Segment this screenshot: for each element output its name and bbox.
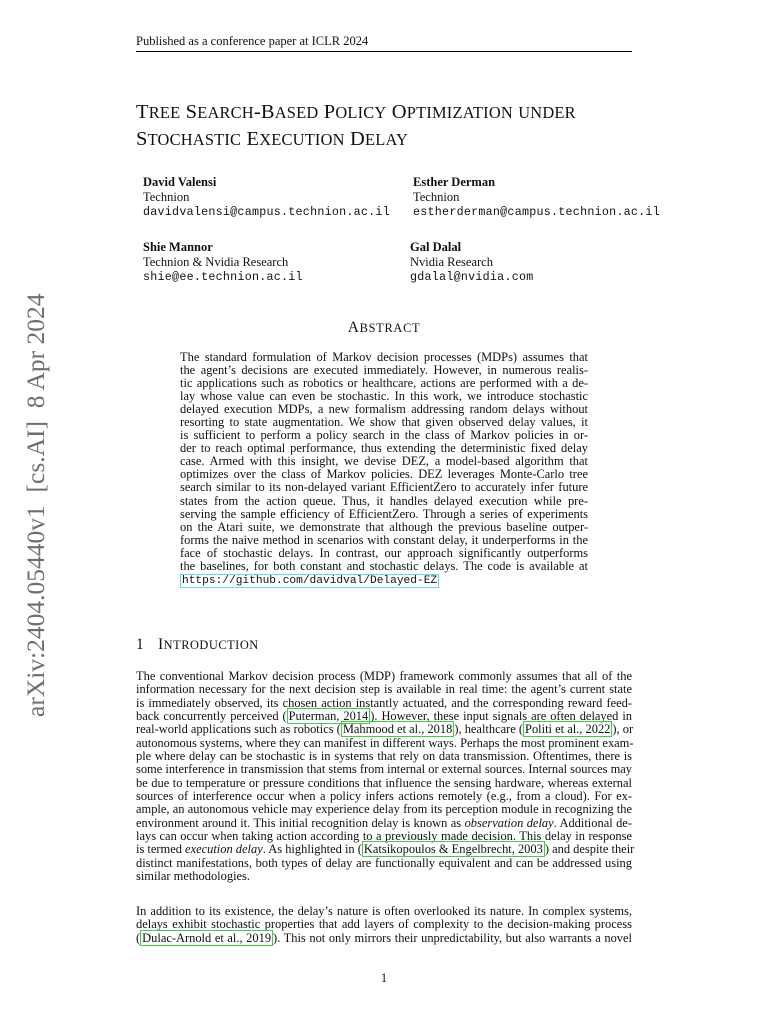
abstract-line: lay whose value can even be stochastic. In this work, we introduce stochastic — [180, 389, 588, 404]
paragraph-line: similar methodologies. — [136, 869, 250, 884]
author-email[interactable]: estherderman@campus.technion.ac.il — [413, 205, 660, 219]
header-rule — [136, 51, 632, 52]
author-affiliation: Technion & Nvidia Research — [143, 255, 289, 269]
arxiv-sidebar — [2, 0, 62, 1024]
intro-paragraph-1 — [136, 669, 635, 884]
code-url-link[interactable]: https://github.com/davidval/Delayed-EZ — [182, 574, 438, 587]
abstract-line: optimizes over the class of Markov policies. DEZ leverages Monte-Carlo tree — [180, 467, 588, 482]
line-text: ), healthcare ( — [454, 722, 524, 737]
abstract-body — [180, 351, 588, 588]
paragraph-line: delays exhibit stochastic properties that add layers of complexity to the decision-making process — [136, 917, 632, 932]
citation-link[interactable]: Puterman, 2014 — [288, 709, 369, 724]
paragraph-line: In addition to its existence, the delay’s nature is often overlooked its nature. In complex systems, — [136, 904, 632, 918]
paragraph-line — [136, 723, 632, 736]
author-block — [410, 240, 533, 285]
paragraph-line — [136, 932, 632, 945]
abstract-line: serving the sample efficiency of EfficientZero. Through a series of experiments — [180, 506, 588, 521]
abstract-line: the agent’s decisions are executed immediately. However, in numerous realis- — [180, 363, 588, 378]
line-text: . Additional de- — [553, 815, 632, 830]
author-name: Shie Mannor — [143, 240, 213, 254]
paragraph-line: distinct manifestations, both types of delay are functionally equivalent and can be addressed using — [136, 855, 632, 870]
author-email[interactable]: davidvalensi@campus.technion.ac.il — [143, 205, 390, 219]
paragraph-line: be due to temperature or pressure conditions that influence the sensing hardware, whereas external — [136, 775, 632, 790]
author-affiliation: Technion — [143, 190, 190, 204]
author-block — [143, 240, 303, 285]
author-name: Gal Dalal — [410, 240, 462, 254]
author-name: David Valensi — [143, 175, 217, 189]
author-email[interactable]: shie@ee.technion.ac.il — [143, 270, 303, 284]
abstract-line: on the Atari suite, we demonstrate that although the previous baseline outper- — [180, 519, 588, 534]
line-text: ). However, these input signals are often delayed in — [370, 709, 633, 724]
paragraph-line: ample, an autonomous vehicle may experience delay from its perception module in recognizing the — [136, 802, 632, 817]
line-text: . As highlighted in ( — [262, 842, 362, 857]
line-text: ) and despite their — [544, 842, 635, 857]
page-number: 1 — [380, 971, 388, 985]
running-header: Published as a conference paper at ICLR 2024 — [136, 34, 369, 48]
line-text: back concurrently perceived ( — [136, 709, 287, 724]
section-number: 1 — [136, 636, 145, 653]
author-block — [143, 175, 390, 220]
emphasis-term: observation delay — [464, 815, 554, 830]
citation-link[interactable]: Katsikopoulos & Engelbrecht, 2003 — [363, 842, 543, 857]
section-title: INTRODUCTION — [158, 636, 259, 653]
abstract-line: The standard formulation of Markov decision processes (MDPs) assumes that — [180, 350, 588, 364]
paragraph-line: ple where delay can be stochastic is in systems that rely on data transmission. Oftentimes, there is — [136, 749, 632, 764]
citation-link[interactable]: Mahmood et al., 2018 — [342, 722, 453, 737]
line-text: ). This not only mirrors their unpredictability, but also warrants a novel — [273, 930, 633, 945]
paragraph-line: sources of interference occur when a policy infers actions remotely (e.g., from a cloud). For ex- — [136, 789, 632, 804]
citation-link[interactable]: Politi et al., 2022 — [525, 722, 611, 737]
line-text: environment around it. This initial recognition delay is known as — [136, 815, 465, 830]
author-block — [413, 175, 660, 220]
author-email[interactable]: gdalal@nvidia.com — [410, 270, 534, 284]
line-text: ( — [136, 930, 141, 945]
abstract-line: tic applications such as robotics or healthcare, actions are performed with a de- — [180, 376, 588, 391]
abstract-line: search similar to its non-delayed variant EfficientZero to accurately infer future — [180, 480, 588, 495]
author-affiliation: Nvidia Research — [410, 255, 493, 269]
abstract-line: der to reach optimal performance, thus extending the deterministic fixed delay — [180, 441, 588, 456]
paragraph-line: is immediately observed, its chosen action instantly actuated, and the corresponding reward feed- — [136, 695, 632, 710]
paragraph-line: The conventional Markov decision process (MDP) framework commonly assumes that all of the — [136, 669, 632, 683]
author-affiliation: Technion — [413, 190, 460, 204]
abstract-heading-text: ABSTRACT — [347, 319, 421, 336]
abstract-line: delayed execution MDPs, a new formalism addressing random delays without — [180, 402, 588, 417]
paragraph-line: information necessary for the next decision step is available in real time: the agent’s current state — [136, 682, 632, 697]
abstract-heading — [136, 319, 632, 337]
arxiv-identifier[interactable]: arXiv:2404.05440v1 [cs.AI] 8 Apr 2024 — [21, 293, 50, 717]
line-text: is termed — [136, 842, 186, 857]
citation-link[interactable]: Dulac-Arnold et al., 2019 — [142, 930, 272, 945]
line-text: real-world applications such as robotics ( — [136, 722, 341, 737]
abstract-line: the baselines, for both constant and stochastic delays. The code is available at — [180, 558, 588, 573]
emphasis-term: execution delay — [185, 842, 263, 857]
section-heading — [136, 636, 632, 654]
abstract-line: forms the naive method in scenarios with constant delay, it underperforms in the — [180, 532, 588, 547]
paragraph-line: some interference in transmission that stems from internal or external sources. Internal sources may — [136, 762, 632, 777]
abstract-line: states from the action queue. Thus, it handles delayed execution while pre- — [180, 493, 588, 508]
paper-title — [136, 99, 656, 153]
arxiv-stamp — [2, 0, 62, 1024]
intro-paragraph-2 — [136, 905, 632, 945]
author-name: Esther Derman — [413, 175, 496, 189]
abstract-line: face of stochastic delays. In contrast, our approach significantly outperforms — [180, 545, 588, 560]
paragraph-line — [136, 842, 635, 857]
title-line-2: STOCHASTIC EXECUTION DELAY — [136, 128, 409, 150]
abstract-line: resorting to state augmentation. We show that given observed delay values, it — [180, 415, 588, 430]
title-line-1: TREE SEARCH-BASED POLICY OPTIMIZATION UNDER — [136, 101, 576, 123]
paragraph-line: lays can occur when taking action according to a previously made decision. This delay in response — [136, 829, 632, 844]
paragraph-line — [136, 817, 632, 830]
line-text: ), or — [612, 722, 634, 737]
paragraph-line: autonomous systems, where they can manifest in different ways. Perhaps the most prominent exam- — [136, 735, 634, 750]
abstract-line: case. Armed with this insight, we devise DEZ, a model-based algorithm that — [180, 454, 588, 469]
abstract-line: is sufficient to perform a policy search in the class of Markov policies in or- — [180, 428, 588, 443]
abstract-line — [180, 573, 588, 588]
